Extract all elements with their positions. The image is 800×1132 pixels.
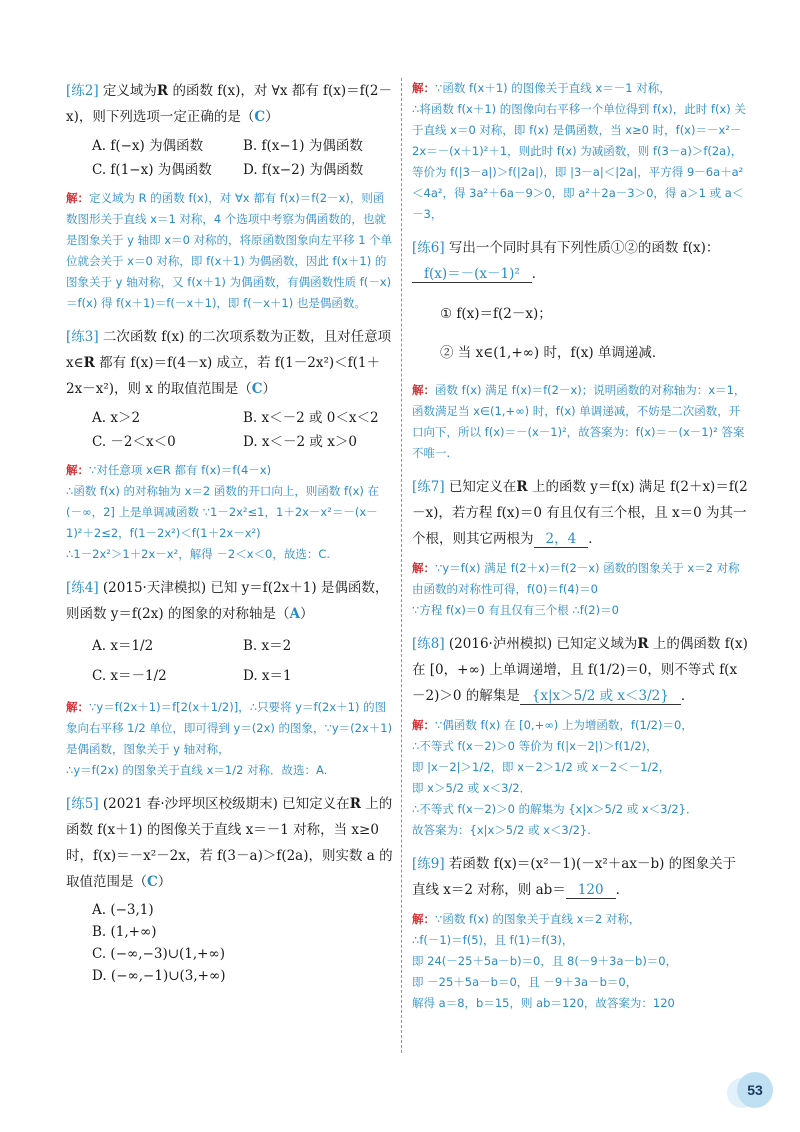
option-c: C. －2＜x＜0: [92, 434, 176, 450]
options: [92, 134, 394, 182]
question-text: [66, 575, 394, 627]
stem-part: 上的函数 y＝f(x) 满足 f(2＋x)＝f(2－x)，若方程 f(x)＝0 有且仅有三个根，且 x＝0 为其一个根，则其它两根为: [412, 478, 748, 547]
solution-text: ∵偶函数 f(x) 在 [0,+∞) 上为增函数，f(1/2)＝0， ∴不等式 f(x－2)＞0 等价为 f(|x－2|)＞f(1/2)， 即 |x－2|＞1/2，即 x－2＞1/2 或 x－2＜－1/2， 即 x＞5/2 或 x＜3/2． ∴不等式 f(x－2)＞0 的解集为 {x|x＞5/2 或 x＜3/2}． 故答案为：{x|x＞5/2 或 x＜3/2}.: [412, 717, 698, 837]
solution-label: 解：: [66, 700, 89, 714]
question-text: [66, 324, 394, 402]
solution-text: 定义域为 R 的函数 f(x)，对 ∀x 都有 f(x)＝f(2－x)，则函数图形关于直线 x＝1 对称，4 个选项中考察为偶函数的，也就是图象关于 y 轴即 x＝0 对称的，将原函数图象向左平移 1 个单位就会关于 x＝0 对称，即 f(x＋1) 为偶函数，因此 f(x＋1) 的图象关于 y 轴对称，又 f(x＋1) 为偶函数，有偶函数性质 f(－x)＝f(x) 得 f(x＋1)＝f(－x＋1)，即 f(－x＋1) 也是偶函数。: [66, 191, 393, 310]
exercise-tag: [练4]: [66, 580, 99, 596]
answer: 120: [566, 882, 616, 899]
stem-part: 的函数 f(x)，对 ∀x 都有 f(x)＝f(2－x)，则下列选项一定正确的是（: [66, 83, 393, 125]
answer: C: [251, 381, 263, 397]
question-text: [412, 474, 748, 552]
options: [92, 406, 394, 454]
option-d: D. (−∞,−1)∪(3,+∞): [92, 968, 226, 984]
solution-label: 解：: [412, 911, 435, 926]
stem-part: 若函数 f(x)＝(x²－1)(－x²＋ax－b) 的图象关于直线 x＝2 对称，则 ab＝: [412, 855, 737, 898]
solution: [66, 188, 394, 314]
stem-part: (2016·泸州模拟) 已知定义域为: [444, 635, 638, 652]
option-c: C. x＝－1/2: [92, 668, 167, 684]
solution-text: ∵y＝f(2x＋1)＝f[2(x＋1/2)]，∴只要将 y＝f(2x＋1) 的图象向右平移 1/2 单位，即可得到 y＝(2x) 的图象，∵y＝(2x＋1) 是偶函数，图象关于 y 轴对称， ∴y＝f(2x) 的图象关于直线 x＝1/2 对称．故选：A.: [66, 700, 393, 777]
exercise-tag: [练8]: [412, 635, 445, 652]
answer: A: [289, 606, 300, 622]
left-column: [66, 78, 394, 997]
condition-1: ① f(x)＝f(2－x)；: [440, 305, 552, 322]
solution: [66, 697, 394, 781]
solution: [412, 558, 748, 621]
solution-text: ∵对任意项 x∈R 都有 f(x)＝f(4－x) ∴函数 f(x) 的对称轴为 x＝2 函数的开口向上，则函数 f(x) 在 (－∞，2] 上是单调减函数 ∵1－2x²≤1，1＋2x－x²＝－(x－1)²＋2≤2，f(1－2x²)＜f(1＋2x－x²) ∴1－2x²＞1＋2x－x²，解得 －2＜x＜0，故选：C.: [66, 463, 380, 561]
option-a: A. x＞2: [92, 410, 141, 426]
solution-label: 解：: [66, 463, 89, 477]
answer: {x|x＞5/2 或 x＜3/2}: [520, 688, 681, 705]
options: [92, 899, 394, 987]
paren-close: ）: [157, 874, 172, 890]
reals-symbol: R: [83, 355, 95, 371]
answer: 2，4: [534, 531, 589, 548]
option-b: B. x＜－2 或 0＜x＜2: [243, 410, 379, 426]
exercise-tag: [练6]: [412, 240, 445, 256]
question-text: [412, 631, 748, 709]
condition-2: ② 当 x∈(1,+∞) 时，f(x) 单调递减．: [440, 345, 666, 361]
exercise-5: [66, 791, 394, 987]
exercise-3: [66, 324, 394, 565]
stem-part: 上的偶函数 f(x) 在 [0，+∞) 上单调递增，且 f(1/2)＝0，则不等式 f(x－2)＞0 的解集是: [412, 635, 748, 704]
solution-label: 解：: [412, 382, 435, 397]
option-c: C. f(1−x) 为偶函数: [92, 162, 212, 178]
answer: f(x)＝－(x－1)²: [412, 266, 532, 283]
solution-label: 解：: [412, 81, 435, 95]
exercise-tag: [练7]: [412, 478, 445, 495]
question-text: [66, 78, 394, 130]
exercise-tag: [练5]: [66, 796, 99, 812]
solution-text: ∵y＝f(x) 满足 f(2＋x)＝f(2－x) 函数的图象关于 x＝2 对称由函数的对称性可得，f(0)＝f(4)＝0 ∵方程 f(x)＝0 有且仅有三个根 ∴f(2)＝0: [412, 560, 740, 617]
question-text: [66, 791, 394, 895]
solution: [412, 715, 748, 841]
solution: [66, 460, 394, 565]
stem-part: (2021 春·沙坪坝区校级期末) 已知定义在: [98, 796, 350, 812]
solution-text: ∵函数 f(x＋1) 的图像关于直线 x＝－1 对称， ∴将函数 f(x＋1) 的图像向右平移一个单位得到 f(x)，此时 f(x) 关于直线 x＝0 对称，即 f(x) 是偶函数，当 x≥0 时，f(x)＝－x²－2x＝－(x＋1)²＋1，则此时 f(x) 为减函数，则 f(3－a)＞f(2a)，等价为 f(|3－a|)＞f(|2a|)，即 |3－a|＜|2a|，平方得 9－6a＋a²＜4a²，得 3a²＋6a－9＞0，即 a²＋2a－3＞0，得 a＞1 或 a＜－3，: [412, 81, 746, 221]
stem-part: 二次函数 f(x) 的二次项系数为正数，且对任意项 x∈: [66, 329, 392, 371]
exercise-tag: [练3]: [66, 329, 99, 345]
option-b: B. x＝2: [243, 638, 292, 654]
option-b: B. (1,+∞): [92, 924, 157, 940]
exercise-5-solution: [412, 78, 748, 225]
option-d: D. f(x−2) 为偶函数: [243, 162, 364, 178]
paren-close: ）: [265, 109, 279, 125]
solution-text: 函数 f(x) 满足 f(x)＝f(2－x)；说明函数的对称轴为：x＝1，函数满足当 x∈(1,+∞) 时，f(x) 单调递减，不妨是二次函数，开口向下，所以 f(x)＝－(x－1)²，故答案为：f(x)＝－(x－1)² 答案不唯一.: [412, 382, 746, 460]
stem-part: 写出一个同时具有下列性质①②的函数 f(x)：: [444, 240, 720, 256]
answer: C: [254, 109, 266, 125]
exercise-2: [66, 78, 394, 314]
exercise-tag: [练2]: [66, 83, 99, 99]
reals-symbol: R: [349, 796, 361, 812]
option-d: D. x＝1: [243, 668, 292, 684]
option-d: D. x＜－2 或 x＞0: [243, 434, 357, 450]
column-divider: [401, 78, 402, 1053]
stem-part: (2015·天津模拟) 已知 y＝f(2x＋1) 是偶函数，则函数 y＝f(2x) 的图象的对称轴是（: [66, 580, 389, 622]
exercise-9: [412, 851, 748, 1014]
solution-label: 解：: [66, 191, 89, 205]
paren-close: ）: [262, 381, 276, 397]
solution: [412, 909, 748, 1014]
reals-symbol: R: [516, 478, 528, 495]
period: ．: [615, 881, 630, 898]
exercise-6: [412, 235, 748, 464]
option-b: B. f(x−1) 为偶函数: [243, 138, 363, 154]
solution: [412, 78, 748, 225]
answer-line: f(x)＝－(x－1)² ．: [412, 261, 748, 287]
paren-close: ）: [299, 606, 314, 622]
period: ．: [680, 687, 695, 704]
option-a: A. f(−x) 为偶函数: [92, 138, 204, 154]
solution: [412, 380, 748, 464]
option-a: A. x＝1/2: [92, 638, 154, 654]
solution-label: 解：: [412, 560, 435, 575]
exercise-tag: [练9]: [412, 855, 445, 872]
stem-part: 已知定义在: [444, 478, 517, 495]
reals-symbol: R: [637, 635, 649, 652]
page-number: 53: [737, 1072, 773, 1108]
option-c: C. (−∞,−3)∪(1,+∞): [92, 946, 225, 962]
stem-part: 上的函数 f(x＋1) 的图像关于直线 x＝－1 对称，当 x≥0 时，f(x)＝－x²－2x，若 f(3－a)＞f(2a)，则实数 a 的取值范围是（: [66, 796, 393, 890]
solution-text: ∵函数 f(x) 的图象关于直线 x＝2 对称， ∴f(－1)＝f(5)，且 f(1)＝f(3)， 即 24(－25＋5a－b)＝0，且 8(－9＋3a－b)＝0， 即 －25＋5a－b＝0，且 －9＋3a－b＝0， 解得 a＝8，b＝15，则 ab＝120，故答案为：120: [412, 911, 678, 1010]
reals-symbol: R: [156, 83, 169, 99]
option-a: A. (−3,1): [92, 902, 154, 918]
solution-label: 解：: [412, 717, 435, 732]
question-text: [412, 235, 748, 261]
stem-part: 定义域为: [98, 83, 157, 99]
options: [92, 631, 394, 691]
stem-part: 都有 f(x)＝f(4－x) 成立，若 f(1－2x²)＜f(1＋2x－x²)，则 x 的取值范围是（: [66, 355, 380, 397]
answer: C: [147, 874, 158, 890]
exercise-8: [412, 631, 748, 841]
exercise-4: [66, 575, 394, 781]
exercise-7: [412, 474, 748, 621]
question-text: [412, 851, 748, 903]
right-column: [412, 78, 748, 1024]
period: ．: [588, 530, 602, 547]
